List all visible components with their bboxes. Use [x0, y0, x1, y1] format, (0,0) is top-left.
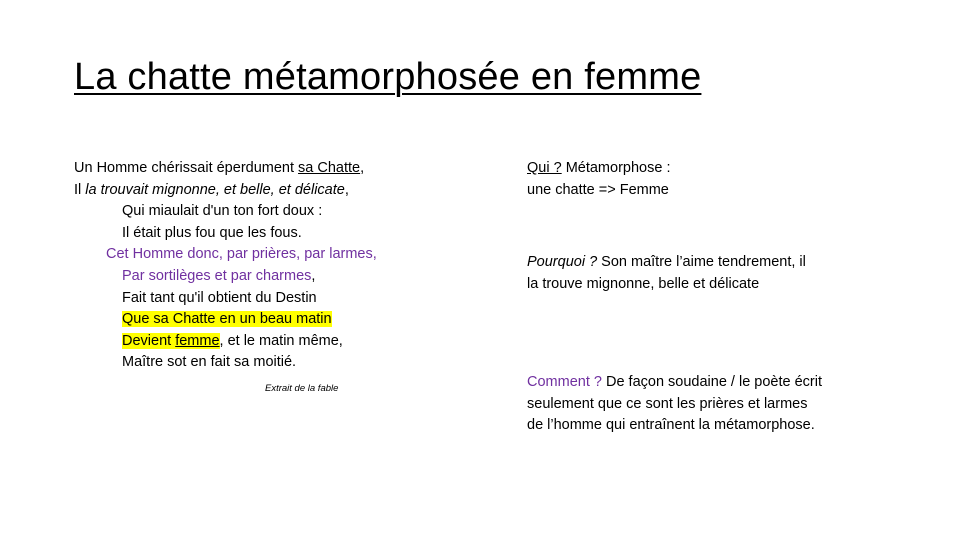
- poem-line-10: Maître sot en fait sa moitié.: [122, 354, 297, 371]
- comment-text: De façon soudaine / le poète écrit: [601, 374, 823, 390]
- qui-text: Métamorphose :: [561, 160, 671, 176]
- qui-label: Qui ?: [527, 160, 562, 176]
- poem-line-4: Il était plus fou que les fous.: [122, 224, 302, 241]
- qui-block: [527, 158, 670, 201]
- comment-block: [527, 372, 822, 437]
- poem-text: ,: [360, 160, 365, 176]
- comment-line-1: [527, 372, 822, 394]
- purple-phrase: Par sortilèges et par charmes: [122, 267, 312, 284]
- poem-text: Un Homme chérissait éperdument: [74, 160, 299, 176]
- comment-line-2: seulement que ce sont les prières et larmes: [527, 395, 808, 412]
- poem-text: , et le matin même,: [219, 332, 343, 349]
- poem-line-8: [74, 309, 377, 331]
- qui-line-2: une chatte => Femme: [527, 181, 669, 198]
- highlighted-phrase: Que sa Chatte en un beau matin: [122, 311, 332, 328]
- highlighted-phrase: [122, 333, 220, 349]
- poem-line-1: [74, 158, 377, 180]
- page-title: La chatte métamorphosée en femme: [74, 56, 702, 98]
- pourquoi-line-2: la trouve mignonne, belle et délicate: [527, 275, 760, 292]
- extract-note: Extrait de la fable: [265, 383, 339, 394]
- pourquoi-block: [527, 252, 806, 295]
- poem-line-5: Cet Homme donc, par prières, par larmes,: [106, 246, 377, 263]
- comment-label: Comment ?: [527, 374, 602, 390]
- poem-text: Devient: [122, 332, 176, 349]
- qui-line-1: [527, 158, 670, 180]
- underlined-phrase: sa Chatte: [298, 160, 361, 176]
- poem-line-2: [74, 180, 377, 202]
- comment-line-3: de l’homme qui entraînent la métamorphose.: [527, 417, 815, 434]
- pourquoi-line-1: [527, 252, 806, 274]
- italic-phrase: la trouvait mignonne, et belle, et délicate: [85, 181, 345, 198]
- pourquoi-label: Pourquoi ?: [527, 254, 598, 270]
- poem-line-7: Fait tant qu'il obtient du Destin: [122, 289, 317, 306]
- poem-line-9: [74, 331, 377, 353]
- poem-text: ,: [344, 181, 349, 198]
- poem-excerpt: [74, 158, 377, 374]
- poem-text: ,: [311, 267, 316, 284]
- underlined-word: femme: [175, 332, 220, 349]
- poem-line-3: Qui miaulait d'un ton fort doux :: [122, 203, 323, 220]
- poem-text: Il: [74, 181, 86, 198]
- poem-line-6: [74, 266, 377, 288]
- pourquoi-text: Son maître l’aime tendrement, il: [597, 254, 806, 270]
